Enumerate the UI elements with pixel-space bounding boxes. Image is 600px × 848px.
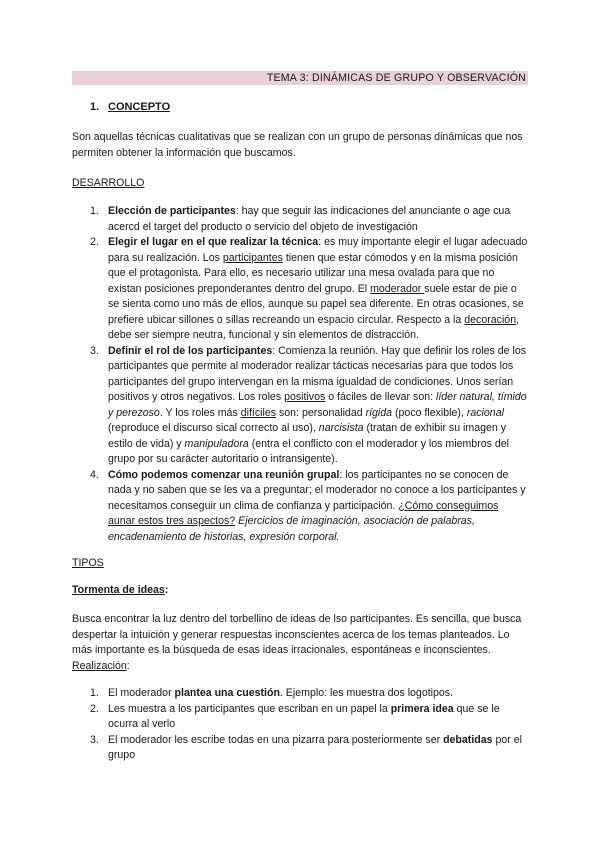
list-item: 3. Definir el rol de los participantes: Comienza la reunión. Hay que definir los roles de los participantes que permite al moderador realizar tácticas necesarias para que todos los participantes del grupo intervengan en la misma igualdad de condiciones. Unos serían positivos y otros negativos. Los roles positivos o fáciles de llevar son: líder natural, tímido y perezoso. Y los roles más difíciles son: personalidad rígida (poco flexible), racional (reproduce el discurso sical correcto al uso), narcisista (tratan de exhibir su imagen y estilo de vida) y manipuladora (entra el conflicto con el moderador y los miembros del grupo por su carácter autoritario o intransigente). xyxy=(90,344,527,465)
section-heading-concepto xyxy=(90,101,170,113)
section-title: CONCEPTO xyxy=(108,101,171,113)
list-item: 4. Cómo podemos comenzar una reunión grupal: los participantes no se conocen de nada y no saben que se les va a preguntar; el moderador no conoce a los participantes y necesitamos conseguir un clima de confianza y participación. ¿Cómo conseguimos aunar estos tres aspectos? Ejercicios de imaginación, asociación de palabras, encadenamiento de historias, expresión corporal. xyxy=(90,468,526,543)
tormenta-heading: Tormenta de ideas: xyxy=(72,584,169,596)
section-number: 1. xyxy=(90,101,100,113)
list-item: 3. El moderador les escribe todas en una pizarra para posteriormente ser debatidas por el grupo xyxy=(90,733,522,761)
desarrollo-list xyxy=(90,204,528,545)
list-item: 2. Elegir el lugar en el que realizar la técnica: es muy importante elegir el lugar adecuado para su realización. Los participantes tienen que estar cómodos y en la misma posición que el protagonista. Para ello, es necesario utilizar una mesa ovalada para que no existan posiciones preponderantes dentro del grupo. El moderador suele estar de pie o se sienta como uno más de ellos, aunque su papel sea diferente. En otras ocasiones, se prefiere ubicar sillones o sillas recreando un espacio circular. Respecto a la decoración, debe ser siempre neutra, funcional y sin elementos de distracción. xyxy=(90,236,528,341)
page-header-title: TEMA 3: DINÁMICAS DE GRUPO Y OBSERVACIÓN xyxy=(266,72,526,84)
tormenta-paragraph: Busca encontrar la luz dentro del torbellino de ideas de lso participantes. Es sencilla, que busca despertar la intuición y generar respuestas inconscientes acerca de los temas planteados. Lo más importante es la búsqueda de esas ideas irracionales, espontáneas e inconscientes. Realización: xyxy=(72,613,522,672)
concepto-paragraph: Son aquellas técnicas cualitativas que se realizan con un grupo de personas dinámicas que nos permiten obtener la información que buscamos. xyxy=(72,131,523,159)
list-item: 2. Les muestra a los participantes que escriban en un papel la primera idea que se le ocurra al verlo xyxy=(90,702,500,730)
realizacion-steps xyxy=(90,686,528,764)
list-item: 1. Elección de participantes: hay que seguir las indicaciones del anunciante o age cua acercd el target del producto o servicio del objeto de investigación xyxy=(90,205,511,233)
desarrollo-heading: DESARROLLO xyxy=(72,177,145,189)
list-item: 1. El moderador plantea una cuestión. Ejemplo: les muestra dos logotipos. xyxy=(90,687,454,699)
tipos-heading: TIPOS xyxy=(72,557,104,569)
